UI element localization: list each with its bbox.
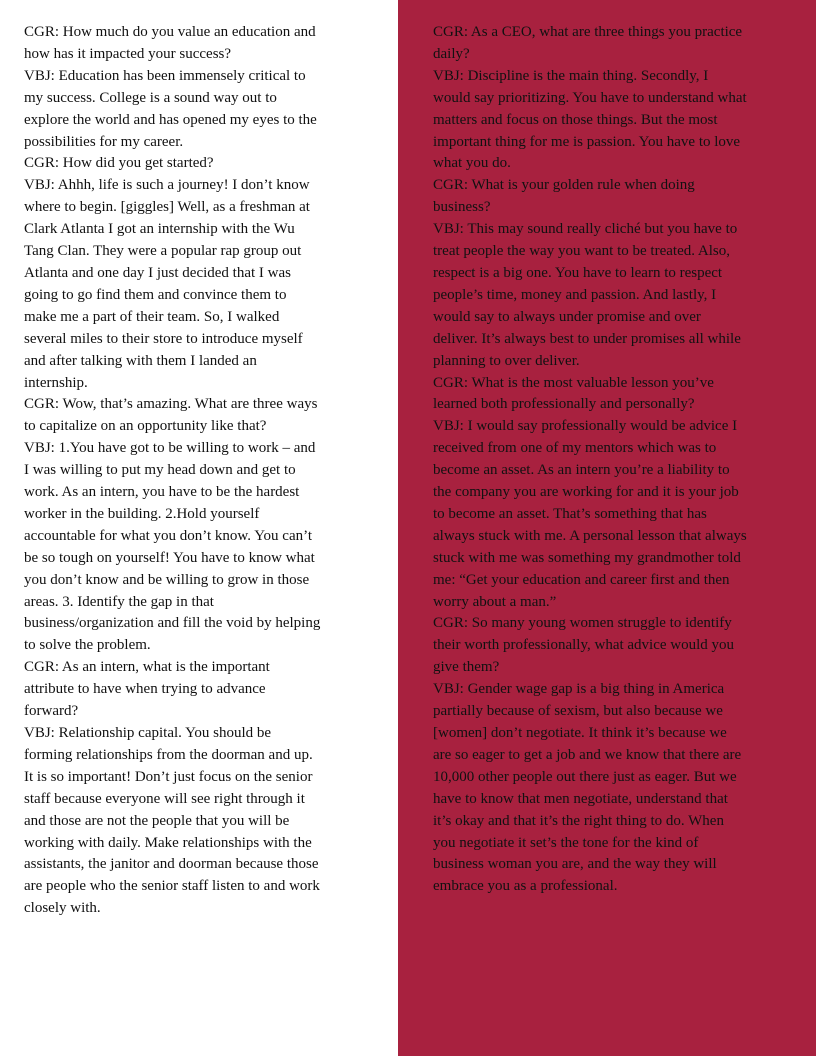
question-paragraph: CGR: What is your golden rule when doing business? <box>433 177 695 216</box>
right-column <box>398 0 816 1056</box>
answer-paragraph: VBJ: Gender wage gap is a big thing in America partially because of sexism, but also because we [women] don’t negotiate. It think it’s because we are so eager to get a job and we know that there are 10,000 other people out there just as eager. But we have to know that men negotiate, understand that it’s okay and that it’s the right thing to do. When you negotiate it set’s the tone for the kind of business woman you are, and the way they will embrace you as a professional. <box>433 681 742 895</box>
answer-paragraph: VBJ: I would say professionally would be advice I received from one of my mentors which was to become an asset. As an intern you’re a liability to the company you are working for and it is your job to become an asset. That’s something that has always stuck with me. A personal lesson that always stuck with me was something my grandmother told me: “Get your education and career first and then worry about a man.” <box>433 418 747 610</box>
answer-paragraph: VBJ: Relationship capital. You should be forming relationships from the doorman and up. It is so important! Don’t just focus on the senior staff because everyone will see right through it and those are not the people that you will be working with daily. Make relationships with the assistants, the janitor and doorman because those are people who the senior staff listen to and work closely with. <box>24 725 320 917</box>
question-paragraph: CGR: How much do you value an education and how has it impacted your success? <box>24 24 316 62</box>
answer-paragraph: VBJ: 1.You have got to be willing to work – and I was willing to put my head down and get to work. As an intern, you have to be the hardest worker in the building. 2.Hold yourself accountable for what you don’t know. You can’t be so tough on yourself! You have to know what you don’t know and be willing to grow in those areas. 3. Identify the gap in that business/organization and fill the void by helping to solve the problem. <box>24 440 321 654</box>
question-paragraph: CGR: So many young women struggle to identify their worth professionally, what advice would you give them? <box>433 615 735 676</box>
question-paragraph: CGR: As an intern, what is the important attribute to have when trying to advance forward? <box>24 659 270 720</box>
answer-paragraph: VBJ: Discipline is the main thing. Secondly, I would say prioritizing. You have to understand what matters and focus on those things. But the most important thing for me is passion. You have to love what you do. <box>433 67 747 172</box>
answer-paragraph: VBJ: Education has been immensely critical to my success. College is a sound way out to explore the world and has opened my eyes to the possibilities for my career. <box>24 67 317 150</box>
question-paragraph: CGR: How did you get started? <box>24 155 214 172</box>
question-paragraph: CGR: As a CEO, what are three things you practice daily? <box>433 24 743 62</box>
left-column <box>0 0 398 1056</box>
left-interview-text <box>24 22 321 920</box>
question-paragraph: CGR: Wow, that’s amazing. What are three ways to capitalize on an opportunity like that? <box>24 396 318 435</box>
right-interview-text <box>433 22 747 898</box>
answer-paragraph: VBJ: This may sound really cliché but you have to treat people the way you want to be treated. Also, respect is a big one. You have to learn to respect people’s time, money and passion. And lastly, I would say to always under promise and over deliver. It’s always best to under promises all while planning to over deliver. <box>433 221 741 369</box>
answer-paragraph: VBJ: Ahhh, life is such a journey! I don’t know where to begin. [giggles] Well, as a freshman at Clark Atlanta I got an internship with the Wu Tang Clan. They were a popular rap group out Atlanta and one day I just decided that I was going to go find them and convince them to make me a part of their team. So, I walked several miles to their store to introduce myself and after talking with them I landed an internship. <box>24 177 310 391</box>
question-paragraph: CGR: What is the most valuable lesson you’ve learned both professionally and personally? <box>433 374 714 413</box>
